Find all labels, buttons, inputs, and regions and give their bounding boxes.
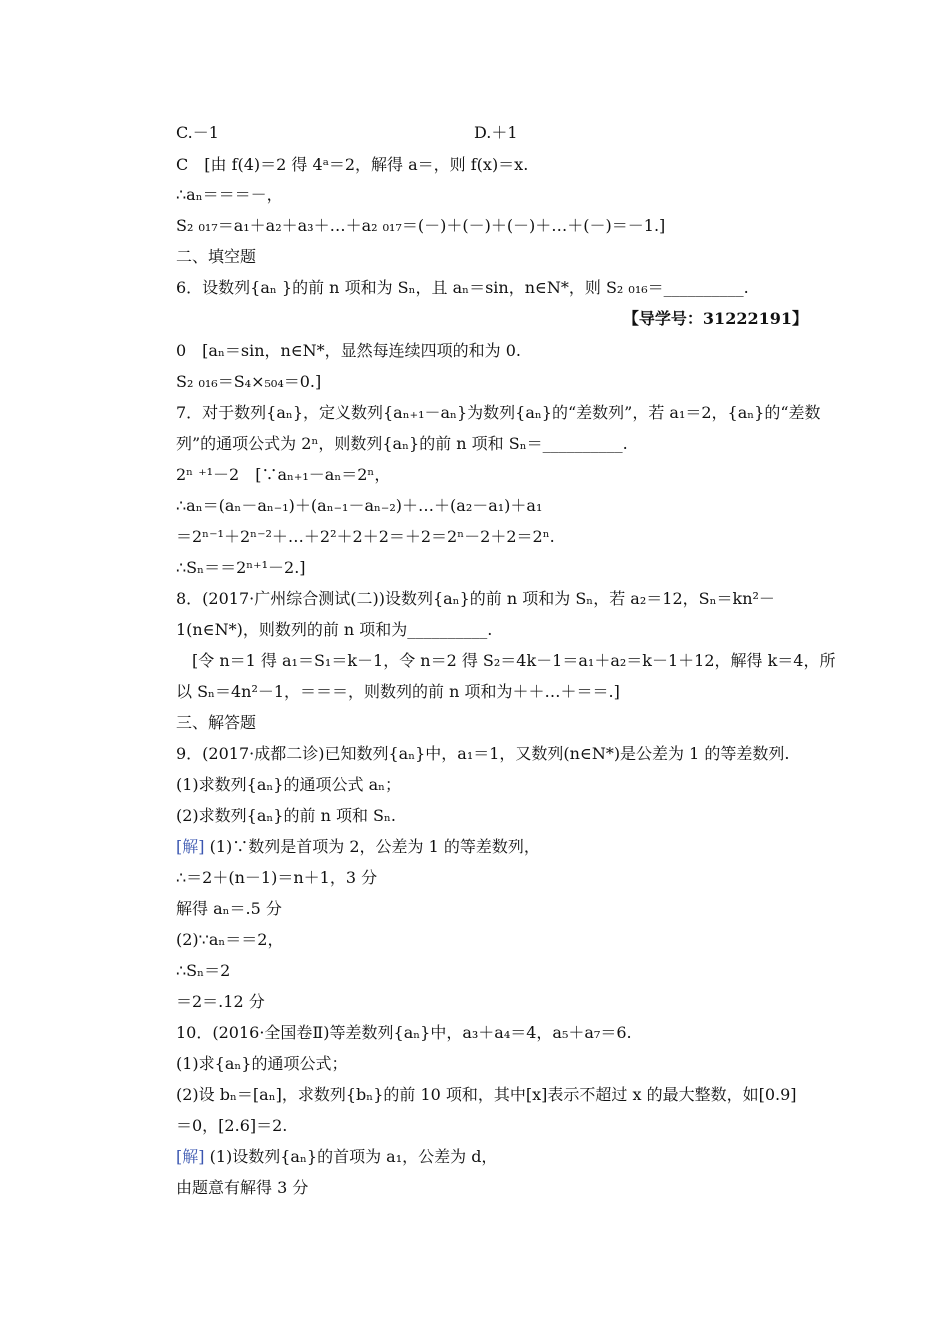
- text-content: 三、解答题: [176, 713, 257, 732]
- text-line: [176, 619, 492, 641]
- guide-number: 【导学号：31222191】: [622, 309, 808, 328]
- text-line: [176, 1146, 497, 1168]
- text-line: [176, 433, 628, 455]
- text-line: [176, 1177, 308, 1199]
- text-content: 列”的通项公式为 2ⁿ，则数列{aₙ}的前 n 项和 Sₙ＝__________.: [176, 434, 628, 453]
- text-content: 7．对于数列{aₙ}，定义数列{aₙ₊₁－aₙ}为数列{aₙ}的“差数列”，若 a₁＝2，{aₙ}的“差数: [176, 403, 821, 422]
- text-line: [176, 184, 283, 206]
- text-content: 0 [aₙ＝sin，n∈N*，显然每连续四项的和为 0.: [176, 341, 522, 360]
- text-content: (1)求数列{aₙ}的通项公式 aₙ；: [176, 775, 402, 794]
- text-line: [176, 495, 542, 517]
- text-line: [176, 898, 282, 920]
- text-content: 10．(2016·全国卷Ⅱ)等差数列{aₙ}中，a₃＋a₄＝4，a₅＋a₇＝6.: [176, 1023, 632, 1042]
- text-content: (2)∵aₙ＝＝2，: [176, 930, 284, 949]
- text-content: ∴＝2＋(n－1)＝n＋1，3 分: [176, 868, 378, 887]
- text-content: S₂ ₀₁₇＝a₁＋a₂＋a₃＋…＋a₂ ₀₁₇＝(－)＋(－)＋(－)＋…＋(－)＝－1.]: [176, 216, 666, 235]
- text-content: (1)求{aₙ}的通项公式；: [176, 1054, 348, 1073]
- text-content: 由题意有解得 3 分: [176, 1178, 309, 1197]
- text-content: ∴Sₙ＝2: [176, 961, 231, 980]
- text-line: [176, 960, 230, 982]
- text-line: [176, 588, 775, 610]
- text-content: ＝2ⁿ⁻¹＋2ⁿ⁻²＋…＋2²＋2＋2＝＋2＝2ⁿ－2＋2＝2ⁿ.: [176, 527, 555, 546]
- text-content: ＝2＝.12 分: [176, 992, 265, 1011]
- text-line: [176, 743, 790, 765]
- text-content: 以 Sₙ＝4n²－1，＝＝＝，则数列的前 n 项和为＋＋…＋＝＝.]: [176, 682, 620, 701]
- text-line: [176, 557, 306, 579]
- text-line: [176, 836, 540, 858]
- text-line: [176, 867, 377, 889]
- text-content: 2ⁿ ⁺¹－2 [∵aₙ₊₁－aₙ＝2ⁿ，: [176, 465, 391, 484]
- solution-marker: [解]: [176, 1147, 210, 1166]
- text-content: (2)求数列{aₙ}的前 n 项和 Sₙ.: [176, 806, 397, 825]
- text-content: [令 n＝1 得 a₁＝S₁＝k－1，令 n＝2 得 S₂＝4k－1＝a₁＋a₂＝k－1＋12，解得 k＝4，所: [176, 651, 836, 670]
- text-content: 1(n∈N*)，则数列的前 n 项和为__________.: [176, 620, 493, 639]
- text-line: [176, 215, 665, 237]
- text-line: [176, 805, 396, 827]
- solution-marker: [解]: [176, 837, 210, 856]
- text-line: [176, 1053, 348, 1075]
- text-line: [176, 1115, 287, 1137]
- text-line: [176, 1084, 797, 1106]
- text-line: [176, 246, 256, 268]
- text-line: [176, 650, 835, 672]
- text-line: [176, 712, 256, 734]
- text-line: [176, 526, 555, 548]
- text-line: [176, 340, 521, 362]
- text-line: [176, 371, 321, 393]
- text-content: 8．(2017·广州综合测试(二))设数列{aₙ}的前 n 项和为 Sₙ，若 a₂＝12，Sₙ＝kn²－: [176, 589, 775, 608]
- text-content: (1)∵数列是首项为 2，公差为 1 的等差数列，: [209, 837, 540, 856]
- text-content: 解得 aₙ＝.5 分: [176, 899, 282, 918]
- text-line: [176, 681, 620, 703]
- text-line: [176, 774, 401, 796]
- text-content: C.－1: [176, 123, 219, 142]
- text-content: 6．设数列{aₙ }的前 n 项和为 Sₙ，且 aₙ＝sin，n∈N*，则 S₂ ₀₁₆＝__________.: [176, 278, 749, 297]
- text-content: (2)设 bₙ＝[aₙ]，求数列{bₙ}的前 10 项和，其中[x]表示不超过 x 的最大整数，如[0.9]: [176, 1085, 797, 1104]
- option-d: D.＋1: [474, 123, 518, 142]
- text-content: C [由 f(4)＝2 得 4ᵃ＝2，解得 a＝，则 f(x)＝x.: [176, 155, 529, 174]
- text-content: 9．(2017·成都二诊)已知数列{aₙ}中，a₁＝1，又数列(n∈N*)是公差为 1 的等差数列.: [176, 744, 790, 763]
- text-content: 二、填空题: [176, 247, 257, 266]
- text-line: [176, 154, 528, 176]
- text-line: [176, 991, 265, 1013]
- text-content: S₂ ₀₁₆＝S₄×₅₀₄＝0.]: [176, 372, 322, 391]
- text-content: ∴aₙ＝＝＝－，: [176, 185, 283, 204]
- text-line: [176, 122, 219, 144]
- text-line: [176, 929, 284, 951]
- text-line: [176, 1022, 632, 1044]
- text-content: ∴Sₙ＝＝2ⁿ⁺¹－2.]: [176, 558, 306, 577]
- text-content: (1)设数列{aₙ}的首项为 a₁，公差为 d，: [209, 1147, 498, 1166]
- text-line: [176, 402, 821, 424]
- text-content: ∴aₙ＝(aₙ－aₙ₋₁)＋(aₙ₋₁－aₙ₋₂)＋…＋(a₂－a₁)＋a₁: [176, 496, 543, 515]
- text-line: [176, 464, 390, 486]
- text-line: [176, 277, 749, 299]
- text-content: ＝0，[2.6]＝2.: [176, 1116, 288, 1135]
